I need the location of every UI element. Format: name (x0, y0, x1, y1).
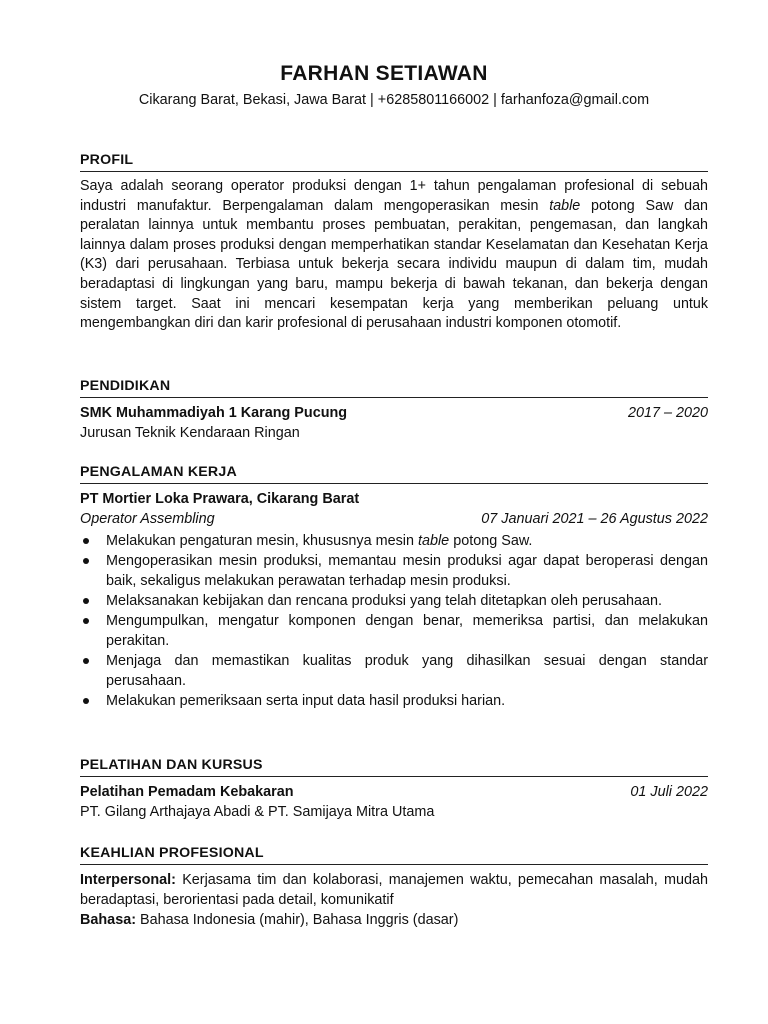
course-date: 01 Juli 2022 (630, 784, 708, 800)
education-row (80, 403, 708, 423)
role-row (80, 509, 708, 529)
section-profil (80, 152, 708, 334)
bullet-icon (83, 698, 89, 704)
list-item (80, 591, 708, 611)
job-duties-list (80, 531, 708, 711)
section-title-keahlian: KEAHLIAN PROFESIONAL (80, 845, 708, 865)
job-period: 07 Januari 2021 – 26 Agustus 2022 (481, 511, 708, 527)
job-role: Operator Assembling (80, 511, 215, 527)
duty-text: Mengoperasikan mesin produksi, memantau mesin produksi agar dapat beroperasi dengan baik, sekaligus melakukan perawatan terhadap mesin produksi. (106, 553, 708, 589)
bullet-icon (83, 618, 89, 624)
candidate-name: FARHAN SETIAWAN (280, 62, 488, 85)
bullet-icon (83, 538, 89, 544)
section-pengalaman (80, 464, 708, 711)
section-pendidikan (80, 378, 708, 443)
profil-text-part: Saya adalah seorang operator produksi dengan 1+ tahun pengalaman profesional di sebuah industri manufaktur. Berpengalaman dalam mengoperasikan mesin (80, 178, 708, 214)
company-row (80, 489, 708, 509)
section-title-pendidikan: PENDIDIKAN (80, 378, 708, 398)
section-keahlian (80, 845, 708, 930)
duty-text: Melakukan pemeriksaan serta input data hasil produksi harian. (106, 693, 506, 709)
list-item (80, 691, 708, 711)
section-title-profil: PROFIL (80, 152, 708, 172)
list-item (80, 611, 708, 651)
bullet-icon (83, 658, 89, 664)
skill-text: Bahasa Indonesia (mahir), Bahasa Inggris (dasar) (136, 912, 459, 928)
skill-bahasa (80, 910, 708, 930)
section-title-pelatihan: PELATIHAN DAN KURSUS (80, 757, 708, 777)
contact-info: Cikarang Barat, Bekasi, Jawa Barat | +6285801166002 | farhanfoza@gmail.com (138, 92, 650, 108)
course-row (80, 782, 708, 802)
duty-text: potong Saw. (449, 533, 533, 549)
course-organizer: PT. Gilang Arthajaya Abadi & PT. Samijaya Mitra Utama (80, 804, 435, 820)
education-years: 2017 – 2020 (627, 405, 708, 421)
skill-text: Kerjasama tim dan kolaborasi, manajemen waktu, pemecahan masalah, mudah beradaptasi, berorientasi pada detail, komunikatif (80, 872, 708, 908)
school-name: SMK Muhammadiyah 1 Karang Pucung (80, 405, 348, 421)
duty-text: Mengumpulkan, mengatur komponen dengan benar, memeriksa partisi, dan melakukan perakitan. (106, 613, 708, 649)
duty-text: Menjaga dan memastikan kualitas produk yang dihasilkan sesuai dengan standar perusahaan. (106, 653, 708, 689)
company-name: PT Mortier Loka Prawara, Cikarang Barat (80, 491, 360, 507)
duty-text: Melaksanakan kebijakan dan rencana produksi yang telah ditetapkan oleh perusahaan. (106, 593, 663, 609)
section-pelatihan (80, 757, 708, 822)
skill-label: Bahasa: (80, 912, 136, 928)
duty-text: Melakukan pengaturan mesin, khususnya mesin (106, 533, 418, 549)
list-item (80, 651, 708, 691)
education-major: Jurusan Teknik Kendaraan Ringan (80, 425, 300, 441)
course-name: Pelatihan Pemadam Kebakaran (80, 784, 294, 800)
skill-interpersonal (80, 870, 708, 910)
section-title-pengalaman: PENGALAMAN KERJA (80, 464, 708, 484)
profil-text (80, 177, 708, 334)
skill-label: Interpersonal: (80, 872, 176, 888)
bullet-icon (83, 598, 89, 604)
bullet-icon (83, 558, 89, 564)
profil-text-part: potong Saw dan peralatan lainnya untuk membantu proses pembuatan, perakitan, pengemasan, dan langkah lainnya dalam proses produksi dengan memperhatikan standar Keselamatan dan Kesehatan Kerja (K3) dari perusahaan. Terbiasa untuk bekerja secara individu maupun di dalam tim, mudah beradaptasi di lingkungan yang baru, mampu bekerja di bawah tekanan, dan bekerja dengan sistem target. Saat ini mencari kesempatan kerja yang memberikan peluang untuk mengembangkan diri dan karir profesional di perusahaan industri komponen otomotif. (80, 197, 708, 332)
list-item (80, 531, 708, 551)
profil-text-emphasis: table (549, 197, 581, 214)
list-item (80, 551, 708, 591)
duty-text-emphasis: table (417, 533, 450, 549)
